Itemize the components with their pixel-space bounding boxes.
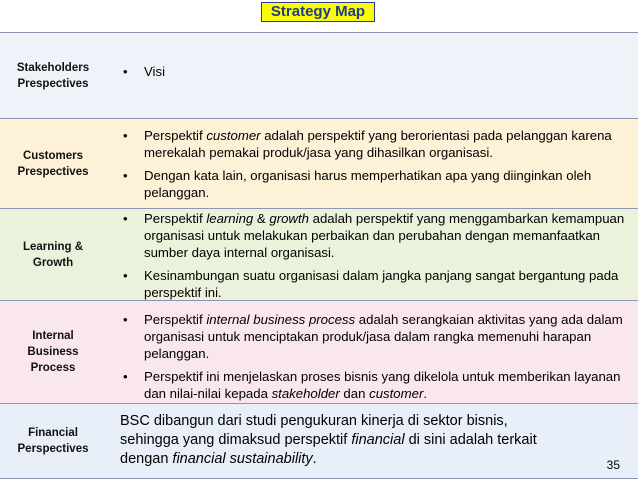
band-label-financial: Financial Perspectives: [17, 427, 89, 455]
band-label-internal-business-process: Internal Business Process: [27, 330, 79, 374]
band-internal-business-process: [0, 300, 638, 403]
page-title: Strategy Map: [261, 2, 375, 22]
page-number: 35: [606, 458, 620, 472]
band-content-customers: • Perspektif customer adalah perspektif yang berorientasi pada pelanggan karena merekalah pemakai produk/jasa yang dihasilkan organisasi. • Dengan kata lain, organisasi harus memperhatikan apa yang diinginkan oleh pelanggan.: [123, 128, 612, 200]
band-content-internal-business-process: • Perspektif internal business process adalah serangkaian aktivitas yang ada dalam organisasi untuk menciptakan produk/jasa dalam rangka memenuhi harapan pelanggan. • Perspektif ini menjelaskan proses bisnis yang dikelola untuk memberikan layanan dan nilai-nilai kepada stakeholder dan customer.: [123, 312, 623, 401]
band-content-stakeholders: • Visi: [123, 64, 166, 79]
band-content-learning-growth: • Perspektif learning & growth adalah perspektif yang menggambarkan kemampuan organisasi untuk melakukan perbaikan dan perubahan dengan memanfaatkan sumber daya internal organisasi. • Kesinambungan suatu organisasi dalam jangka panjang sangat bergantung pada perspektif ini.: [123, 211, 625, 300]
band-label-stakeholders: Stakeholders Prespectives: [16, 61, 90, 90]
band-label-customers: Customers Prespectives: [17, 149, 89, 178]
band-stakeholders: [0, 32, 638, 118]
band-customers: [0, 118, 638, 208]
band-learning-growth: [0, 208, 638, 300]
bullet-text: Visi: [144, 64, 166, 79]
band-financial: [0, 403, 638, 479]
band-label-learning-growth: Learning & Growth: [22, 240, 84, 269]
band-content-financial: BSC dibangun dari studi pengukuran kinerja di sektor bisnis, sehingga yang dimaksud perspektif financial di sini adalah terkait dengan financial sustainability.: [120, 413, 537, 467]
